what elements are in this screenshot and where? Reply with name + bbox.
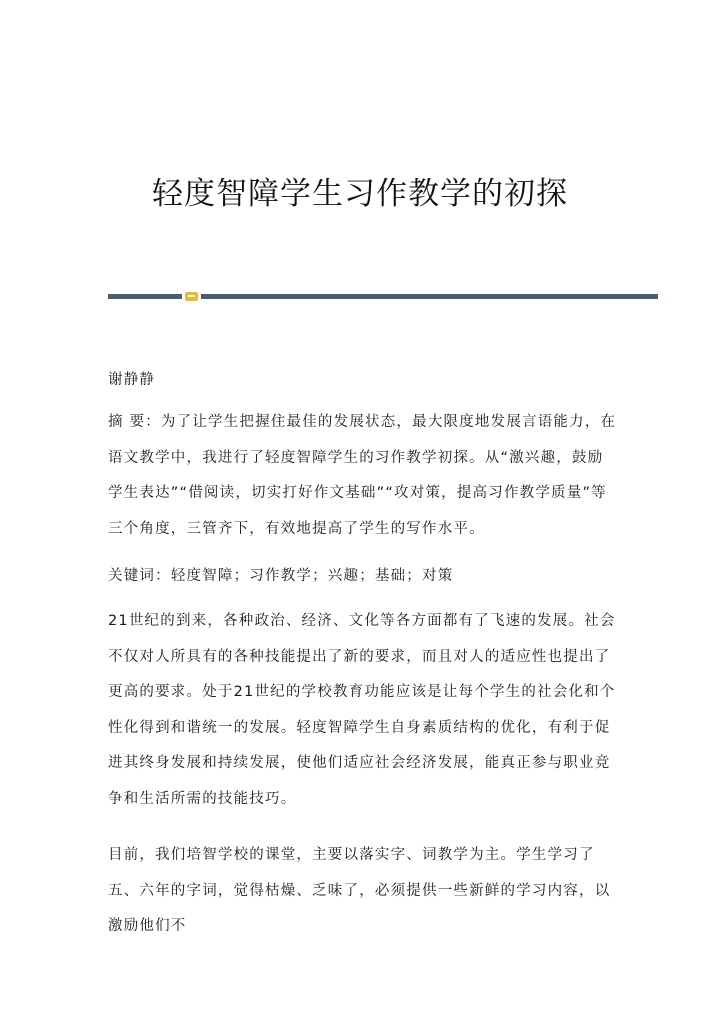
abstract-label: 摘 要： [108,414,161,430]
keywords-label: 关键词： [108,568,171,584]
divider-bar-left [108,294,182,299]
document-title: 轻度智障学生习作教学的初探 [152,176,568,212]
abstract-paragraph [108,405,618,547]
body-paragraph-1 [108,604,618,817]
keywords [108,559,618,595]
paragraph-text: 目前，我们培智学校的课堂，主要以落实字、词教学为主。学生学习了五、六年的字词，觉得枯燥、乏味了，必须提供一些新鲜的学习内容，以激励他们不 [108,847,611,934]
body-paragraph-2 [108,838,618,945]
abstract [108,405,618,547]
author-name: 谢静静 [108,372,156,388]
title-divider [108,292,658,300]
paragraph-text: 21世纪的到来，各种政治、经济、文化等各方面都有了飞速的发展。社会不仅对人所具有的各种技能提出了新的要求，而且对人的适应性也提出了更高的要求。处于21世纪的学校教育功能应该是让每个学生的社会化和个性化得到和谐统一的发展。轻度智障学生自身素质结构的优化，有利于促进其终身发展和持续发展，使他们适应社会经济发展，能真正参与职业竞争和生活所需的技能技巧。 [108,613,616,807]
divider-badge-icon [185,292,198,301]
keywords-text: 轻度智障；习作教学；兴趣；基础；对策 [170,568,454,584]
abstract-text: 为了让学生把握住最佳的发展状态，最大限度地发展言语能力，在语文教学中，我进行了轻度智障学生的习作教学初探。从“激兴趣，鼓励学生表达”“借阅读，切实打好作文基础”“攻对策，提高习作教学质量”等三个角度，三管齐下，有效地提高了学生的写作水平。 [108,414,617,537]
keywords-line [108,559,618,595]
divider-bar-right [201,294,658,299]
